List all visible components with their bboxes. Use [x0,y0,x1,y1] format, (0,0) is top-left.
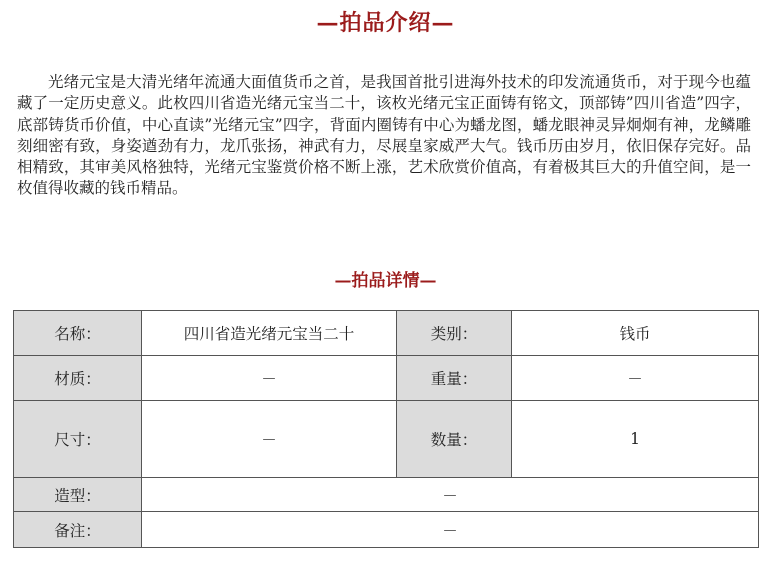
table-row [14,311,759,356]
name-value: 四川省造光绪元宝当二十 [142,311,397,356]
category-label: 类别： [397,311,512,356]
shape-value: － [142,478,759,512]
table-row [14,356,759,401]
details-title: —拍品详情— [334,271,437,291]
material-value: － [142,356,397,401]
quantity-label: 数量： [397,401,512,478]
table-row [14,512,759,548]
details-table [13,310,759,548]
note-value: － [142,512,759,548]
shape-label: 造型： [14,478,142,512]
weight-label: 重量： [397,356,512,401]
table-row [14,478,759,512]
note-label: 备注： [14,512,142,548]
size-value: － [142,401,397,478]
size-label: 尺寸： [14,401,142,478]
intro-text: 光绪元宝是大清光绪年流通大面值货币之首，是我国首批引进海外技术的印发流通货币，对于现今也蕴藏了一定历史意义。此枚四川省造光绪元宝当二十，该枚光绪元宝正面铸有铭文，顶部铸”四川省造”四字，底部铸货币价值，中心直读”光绪元宝”四字，背面内圈铸有中心为蟠龙图，蟠龙眼神灵异炯炯有神，龙鳞雕刻细密有致，身姿遒劲有力，龙爪张扬，神武有力，尽展皇家威严大气。钱币历由岁月，依旧保存完好。品相精致，其审美风格独特，光绪元宝鉴赏价格不断上涨，艺术欣赏价值高，有着极其巨大的升值空间，是一枚值得收藏的钱币精品。 [17,73,751,198]
weight-value: － [512,356,759,401]
category-value: 钱币 [512,311,759,356]
material-label: 材质： [14,356,142,401]
table-row [14,401,759,478]
name-label: 名称： [14,311,142,356]
intro-title: —拍品介绍— [316,10,455,36]
quantity-value: 1 [512,401,759,478]
